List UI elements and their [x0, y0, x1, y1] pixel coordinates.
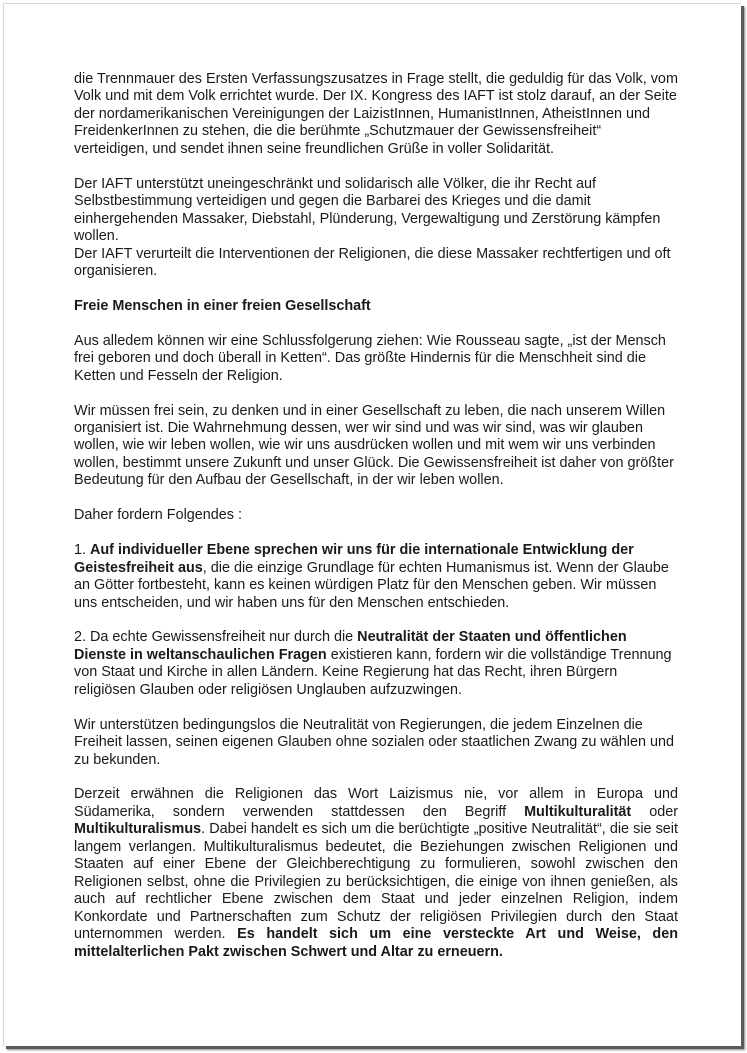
- point-2-rest: existieren kann, fordern wir die vollständige Trennung von Staat und Kirche in allen Ländern. Keine Regierung hat das Recht, ihren Bürgern religiösen Glauben oder religiösen Unglauben aufzuzwingen.: [74, 646, 672, 698]
- point-1-rest: , die die einzige Grundlage für echten Humanismus ist. Wenn der Glaube an Götter fortbesteht, kann es keinen würdigen Platz für den Menschen geben. Wir müssen uns entscheiden, und wir haben uns für den Menschen entschieden.: [74, 559, 669, 611]
- point-2-bold: Neutralität der Staaten und öffentlichen Dienste in weltanschaulichen Fragen: [74, 629, 627, 663]
- paragraph-freedom: Wir müssen frei sein, zu denken und in einer Gesellschaft zu leben, die nach unserem Willen organisiert ist. Die Wahrnehmung dessen, wer wir sind und was wir sind, was wir glauben wollen, wie wir leben wollen, wie wir uns ausdrücken wollen und mit wem wir uns verbinden wollen, bestimmt unsere Zukunft und unser Glück. Die Gewissensfreiheit ist daher von größter Bedeutung für den Aufbau der Gesellschaft, in der wir leben wollen.: [74, 402, 674, 489]
- point-1-prefix: 1.: [74, 542, 90, 559]
- paragraph-condemn-religions: Der IAFT verurteilt die Interventionen der Religionen, die diese Massaker rechtfertigen und oft organisieren.: [74, 245, 671, 279]
- point-2-prefix: 2. Da echte Gewissensfreiheit nur durch die: [74, 629, 358, 646]
- multi-text-2: oder: [631, 803, 678, 820]
- multi-bold-2: Multikulturalismus: [74, 821, 202, 838]
- point-1-bold: Auf individueller Ebene sprechen wir uns für die internationale Entwicklung der Geistesfreiheit aus: [74, 542, 634, 576]
- multi-text-1: Derzeit erwähnen die Religionen das Wort Laizismus nie, vor allem in Europa und Südamerika, sondern verwenden stattdessen den Begriff: [74, 786, 678, 820]
- paragraph-demands-intro: Daher fordern Folgendes :: [74, 507, 242, 524]
- document-page: [3, 3, 741, 1046]
- multi-text-3: . Dabei handelt es sich um die berüchtigte „positive Neutralität“, die sie seit langem verlangen. Multikulturalismus bedeutet, die Beziehungen zwischen Religionen und Staaten auf einer Ebene der Gleichberechtigung zu formulieren, sowohl zwischen den Religionen selbst, ohne die Privilegien zu berücksichtigen, die einige von ihnen genießen, als auch auf rechtlicher Ebene zwischen dem Staat und jeder einzelnen Religion, indem Konkordate und Partnerschaften zum Schutz der religiösen Privilegien durch den Staat unternommen werden.: [74, 821, 678, 943]
- demand-point-1: [74, 542, 678, 612]
- section-heading: Freie Menschen in einer freien Gesellschaft: [74, 297, 371, 314]
- paragraph-rousseau: Aus alledem können wir eine Schlussfolgerung ziehen: Wie Rousseau sagte, „ist der Mensch frei geboren und doch überall in Ketten“. Das größte Hindernis für die Menschheit sind die Ketten und Fesseln der Religion.: [74, 332, 666, 384]
- document-body: [74, 71, 678, 978]
- demand-point-2: [74, 629, 678, 699]
- paragraph-neutrality: Wir unterstützen bedingungslos die Neutralität von Regierungen, die jedem Einzelnen die Freiheit lassen, seinen eigenen Glauben ohne sozialen oder staatlichen Zwang zu wählen und zu bekunden.: [74, 716, 675, 768]
- paragraph-first-amendment: die Trennmauer des Ersten Verfassungszusatzes in Frage stellt, die geduldig für das Volk, vom Volk und mit dem Volk errichtet wurde. Der IX. Kongress des IAFT ist stolz darauf, an der Seite der nordamerikanischen Vereinigungen der LaizistInnen, HumanistInnen, AtheistInnen und FreidenkerInnen zu stehen, die die berühmte „Schutzmauer der Gewissensfreiheit“ verteidigen, und sendet ihnen seine freundlichen Grüße in voller Solidarität.: [74, 71, 678, 157]
- paragraph-multiculturalism: [74, 786, 678, 961]
- multi-bold-1: Multikulturalität: [524, 803, 632, 820]
- paragraph-self-determination: Der IAFT unterstützt uneingeschränkt und solidarisch alle Völker, die ihr Recht auf Selbstbestimmung verteidigen und gegen die Barbarei des Krieges und die damit einhergehenden Massaker, Diebstahl, Plünderung, Vergewaltigung und Zerstörung kämpfen wollen.: [74, 175, 661, 245]
- multi-bold-3: Es handelt sich um eine versteckte Art und Weise, den mittelalterlichen Pakt zwischen Schwert und Altar zu erneuern.: [74, 926, 678, 960]
